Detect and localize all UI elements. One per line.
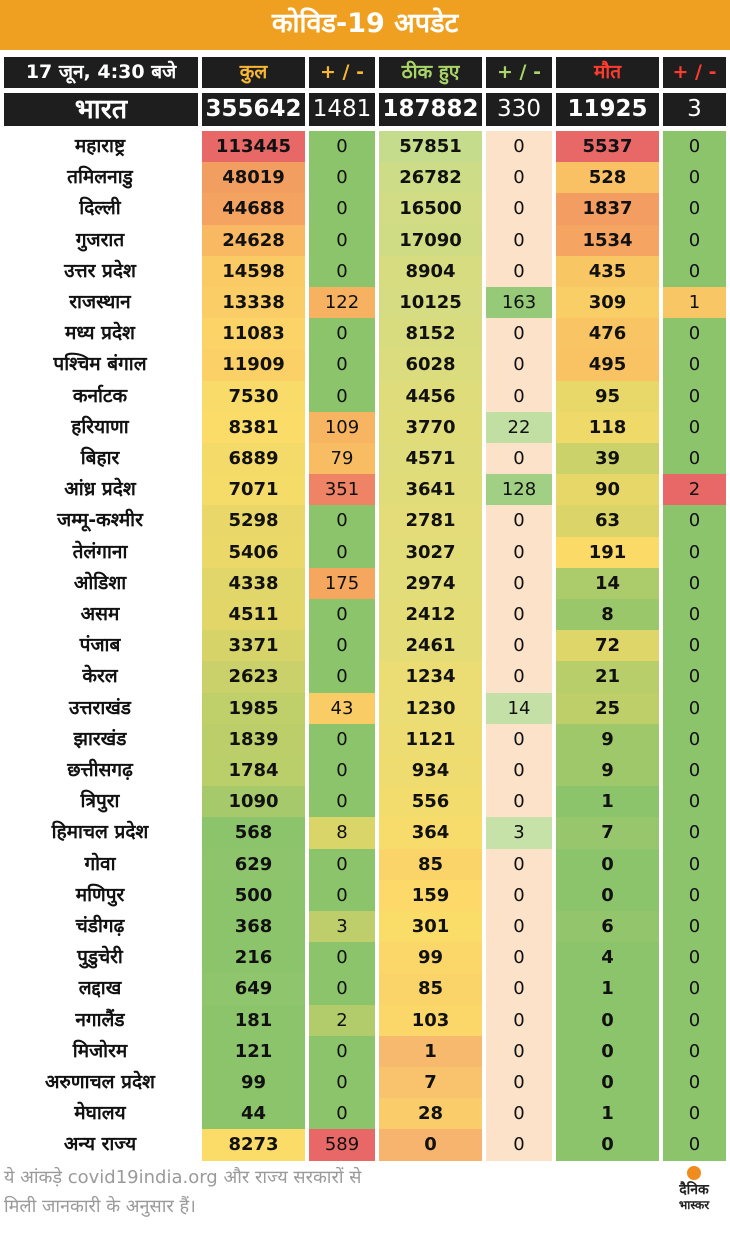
table-row [0, 349, 730, 380]
total-cell: 48019 [202, 162, 305, 193]
recovered-cell: 934 [379, 755, 482, 786]
total-delta-cell: 0 [309, 505, 375, 536]
deaths-delta-cell: 0 [663, 849, 726, 880]
table-row [0, 381, 730, 412]
deaths-cell: 0 [556, 1129, 659, 1160]
recovered-cell: 57851 [379, 131, 482, 162]
recovered-delta-cell: 0 [486, 162, 552, 193]
table-row [0, 630, 730, 661]
recovered-cell: 8904 [379, 256, 482, 287]
table-row [0, 225, 730, 256]
recovered-delta-cell: 0 [486, 537, 552, 568]
deaths-cell: 1837 [556, 193, 659, 224]
total-delta-cell: 0 [309, 973, 375, 1004]
state-name: मेघालय [0, 1098, 200, 1129]
total-delta-cell: 0 [309, 162, 375, 193]
recovered-cell: 8152 [379, 318, 482, 349]
source-note [4, 1163, 361, 1221]
recovered-cell: 28 [379, 1098, 482, 1129]
table-row [0, 942, 730, 973]
recovered-delta-cell: 22 [486, 412, 552, 443]
state-name: राजस्थान [0, 287, 200, 318]
recovered-delta-cell: 0 [486, 849, 552, 880]
recovered-cell: 364 [379, 817, 482, 848]
deaths-delta-cell: 0 [663, 256, 726, 287]
india-total-delta: 1481 [309, 93, 375, 126]
recovered-cell: 7 [379, 1067, 482, 1098]
total-cell: 7530 [202, 381, 305, 412]
deaths-delta-cell: 2 [663, 474, 726, 505]
total-delta-cell: 3 [309, 911, 375, 942]
total-cell: 11909 [202, 349, 305, 380]
deaths-delta-cell: 0 [663, 786, 726, 817]
recovered-delta-cell: 0 [486, 318, 552, 349]
deaths-delta-cell: 0 [663, 973, 726, 1004]
deaths-cell: 528 [556, 162, 659, 193]
table-row [0, 131, 730, 162]
state-name: उत्तराखंड [0, 693, 200, 724]
deaths-delta-cell: 0 [663, 1036, 726, 1067]
state-name: दिल्ली [0, 193, 200, 224]
state-name: झारखंड [0, 724, 200, 755]
recovered-cell: 1230 [379, 693, 482, 724]
table-row [0, 412, 730, 443]
recovered-delta-cell: 0 [486, 1098, 552, 1129]
recovered-cell: 1121 [379, 724, 482, 755]
total-delta-cell: 0 [309, 131, 375, 162]
state-name: पंजाब [0, 630, 200, 661]
recovered-delta-cell: 0 [486, 724, 552, 755]
recovered-cell: 99 [379, 942, 482, 973]
deaths-cell: 476 [556, 318, 659, 349]
deaths-cell: 21 [556, 661, 659, 692]
recovered-cell: 3641 [379, 474, 482, 505]
recovered-delta-cell: 0 [486, 256, 552, 287]
table-row [0, 693, 730, 724]
deaths-cell: 8 [556, 599, 659, 630]
deaths-cell: 9 [556, 755, 659, 786]
state-name: गोवा [0, 849, 200, 880]
recovered-delta-cell: 0 [486, 1036, 552, 1067]
recovered-delta-cell: 0 [486, 1067, 552, 1098]
state-name: छत्तीसगढ़ [0, 755, 200, 786]
recovered-delta-cell: 0 [486, 381, 552, 412]
state-name: असम [0, 599, 200, 630]
recovered-cell: 26782 [379, 162, 482, 193]
deaths-delta-cell: 0 [663, 1005, 726, 1036]
deaths-delta-cell: 0 [663, 630, 726, 661]
state-name: केरल [0, 661, 200, 692]
recovered-cell: 2781 [379, 505, 482, 536]
recovered-delta-cell: 0 [486, 443, 552, 474]
state-name: बिहार [0, 443, 200, 474]
recovered-delta-cell: 0 [486, 505, 552, 536]
recovered-delta-cell: 0 [486, 911, 552, 942]
total-cell: 121 [202, 1036, 305, 1067]
total-delta-cell: 0 [309, 724, 375, 755]
table-row [0, 193, 730, 224]
total-cell: 44688 [202, 193, 305, 224]
deaths-delta-cell: 0 [663, 131, 726, 162]
table-row [0, 1036, 730, 1067]
state-name: उत्तर प्रदेश [0, 256, 200, 287]
recovered-cell: 556 [379, 786, 482, 817]
deaths-delta-cell: 0 [663, 162, 726, 193]
deaths-delta-cell: 0 [663, 412, 726, 443]
total-cell: 8273 [202, 1129, 305, 1160]
deaths-cell: 25 [556, 693, 659, 724]
india-recovered-delta: 330 [486, 93, 552, 126]
table-row [0, 318, 730, 349]
total-cell: 1784 [202, 755, 305, 786]
recovered-delta-cell: 0 [486, 755, 552, 786]
table-row [0, 817, 730, 848]
total-cell: 7071 [202, 474, 305, 505]
total-cell: 24628 [202, 225, 305, 256]
deaths-cell: 95 [556, 381, 659, 412]
deaths-delta-cell: 0 [663, 381, 726, 412]
table-row [0, 256, 730, 287]
deaths-delta-cell: 0 [663, 880, 726, 911]
table-row [0, 755, 730, 786]
state-name: लद्दाख [0, 973, 200, 1004]
total-cell: 5298 [202, 505, 305, 536]
recovered-cell: 10125 [379, 287, 482, 318]
deaths-cell: 90 [556, 474, 659, 505]
india-deaths: 11925 [556, 93, 659, 126]
recovered-column-header: ठीक हुए [379, 57, 482, 88]
total-delta-cell: 0 [309, 942, 375, 973]
total-cell: 4511 [202, 599, 305, 630]
total-column-header: कुल [202, 57, 305, 88]
total-cell: 1090 [202, 786, 305, 817]
deaths-delta-cell: 0 [663, 537, 726, 568]
total-cell: 4338 [202, 568, 305, 599]
total-delta-cell: 0 [309, 786, 375, 817]
timestamp-header: 17 जून, 4:30 बजे [4, 57, 198, 88]
total-cell: 1839 [202, 724, 305, 755]
state-name: हिमाचल प्रदेश [0, 817, 200, 848]
recovered-cell: 2461 [379, 630, 482, 661]
recovered-cell: 103 [379, 1005, 482, 1036]
total-delta-cell: 175 [309, 568, 375, 599]
total-cell: 99 [202, 1067, 305, 1098]
recovered-delta-cell: 0 [486, 786, 552, 817]
deaths-cell: 1 [556, 973, 659, 1004]
recovered-cell: 3027 [379, 537, 482, 568]
recovered-cell: 85 [379, 849, 482, 880]
deaths-cell: 0 [556, 1005, 659, 1036]
total-cell: 8381 [202, 412, 305, 443]
deaths-cell: 4 [556, 942, 659, 973]
total-cell: 368 [202, 911, 305, 942]
table-row [0, 443, 730, 474]
state-name: पुडुचेरी [0, 942, 200, 973]
total-cell: 6889 [202, 443, 305, 474]
recovered-cell: 2974 [379, 568, 482, 599]
deaths-cell: 0 [556, 1067, 659, 1098]
recovered-delta-cell: 128 [486, 474, 552, 505]
deaths-cell: 309 [556, 287, 659, 318]
deaths-delta-cell: 0 [663, 724, 726, 755]
recovered-delta-cell: 0 [486, 880, 552, 911]
table-row [0, 537, 730, 568]
deaths-delta-cell: 0 [663, 911, 726, 942]
total-cell: 13338 [202, 287, 305, 318]
deaths-delta-cell: 0 [663, 443, 726, 474]
table-row [0, 661, 730, 692]
deaths-cell: 14 [556, 568, 659, 599]
source-note-line-2: मिली जानकारी के अनुसार हैं। [4, 1196, 196, 1217]
total-cell: 3371 [202, 630, 305, 661]
recovered-cell: 16500 [379, 193, 482, 224]
deaths-delta-cell: 0 [663, 942, 726, 973]
state-name: अरुणाचल प्रदेश [0, 1067, 200, 1098]
total-delta-cell: 109 [309, 412, 375, 443]
table-row [0, 786, 730, 817]
logo-line-2: भास्कर [678, 1198, 710, 1212]
total-delta-cell: 8 [309, 817, 375, 848]
india-deaths-delta: 3 [663, 93, 726, 126]
state-name: चंडीगढ़ [0, 911, 200, 942]
total-cell: 500 [202, 880, 305, 911]
total-delta-cell: 0 [309, 599, 375, 630]
table-row [0, 1005, 730, 1036]
total-delta-cell: 0 [309, 318, 375, 349]
total-delta-cell: 0 [309, 755, 375, 786]
total-delta-cell: 589 [309, 1129, 375, 1160]
recovered-delta-cell: 0 [486, 568, 552, 599]
state-name: तमिलनाडु [0, 162, 200, 193]
total-delta-column-header: + / - [309, 57, 375, 88]
total-cell: 181 [202, 1005, 305, 1036]
state-name: मणिपुर [0, 880, 200, 911]
total-delta-cell: 79 [309, 443, 375, 474]
recovered-delta-cell: 0 [486, 599, 552, 630]
total-cell: 649 [202, 973, 305, 1004]
state-name: महाराष्ट्र [0, 131, 200, 162]
table-row [0, 599, 730, 630]
total-delta-cell: 43 [309, 693, 375, 724]
india-recovered: 187882 [379, 93, 482, 126]
total-cell: 629 [202, 849, 305, 880]
deaths-delta-cell: 0 [663, 693, 726, 724]
recovered-cell: 301 [379, 911, 482, 942]
deaths-cell: 5537 [556, 131, 659, 162]
total-delta-cell: 0 [309, 630, 375, 661]
deaths-delta-cell: 0 [663, 225, 726, 256]
india-label: भारत [4, 93, 198, 126]
deaths-delta-cell: 0 [663, 1098, 726, 1129]
total-cell: 216 [202, 942, 305, 973]
recovered-delta-cell: 0 [486, 131, 552, 162]
page-title: कोविड-19 अपडेट [0, 0, 730, 50]
deaths-cell: 1 [556, 786, 659, 817]
deaths-cell: 435 [556, 256, 659, 287]
deaths-cell: 118 [556, 412, 659, 443]
deaths-cell: 191 [556, 537, 659, 568]
total-cell: 113445 [202, 131, 305, 162]
table-row [0, 287, 730, 318]
deaths-cell: 1 [556, 1098, 659, 1129]
total-delta-cell: 351 [309, 474, 375, 505]
table-row [0, 162, 730, 193]
total-delta-cell: 0 [309, 1067, 375, 1098]
total-delta-cell: 122 [309, 287, 375, 318]
recovered-delta-cell: 3 [486, 817, 552, 848]
logo-line-1: दैनिक [679, 1182, 709, 1198]
recovered-cell: 4456 [379, 381, 482, 412]
state-name: हरियाणा [0, 412, 200, 443]
total-cell: 11083 [202, 318, 305, 349]
recovered-delta-cell: 0 [486, 1129, 552, 1160]
deaths-delta-cell: 0 [663, 568, 726, 599]
deaths-delta-cell: 0 [663, 755, 726, 786]
deaths-cell: 0 [556, 1036, 659, 1067]
deaths-cell: 72 [556, 630, 659, 661]
deaths-delta-cell: 0 [663, 1067, 726, 1098]
deaths-delta-cell: 0 [663, 505, 726, 536]
deaths-delta-cell: 0 [663, 661, 726, 692]
table-row [0, 474, 730, 505]
deaths-cell: 6 [556, 911, 659, 942]
deaths-delta-cell: 0 [663, 817, 726, 848]
recovered-cell: 17090 [379, 225, 482, 256]
state-name: गुजरात [0, 225, 200, 256]
total-delta-cell: 0 [309, 225, 375, 256]
recovered-delta-cell: 0 [486, 661, 552, 692]
state-name: त्रिपुरा [0, 786, 200, 817]
table-row [0, 973, 730, 1004]
table-row [0, 849, 730, 880]
total-delta-cell: 2 [309, 1005, 375, 1036]
deaths-delta-cell: 0 [663, 193, 726, 224]
deaths-delta-cell: 0 [663, 599, 726, 630]
total-cell: 5406 [202, 537, 305, 568]
total-delta-cell: 0 [309, 537, 375, 568]
table-row [0, 568, 730, 599]
total-delta-cell: 0 [309, 349, 375, 380]
recovered-delta-cell: 0 [486, 193, 552, 224]
deaths-cell: 7 [556, 817, 659, 848]
state-name: ओडिशा [0, 568, 200, 599]
deaths-delta-cell: 0 [663, 1129, 726, 1160]
total-cell: 14598 [202, 256, 305, 287]
table-row [0, 880, 730, 911]
total-delta-cell: 0 [309, 256, 375, 287]
table-row [0, 724, 730, 755]
deaths-column-header: मौत [556, 57, 659, 88]
state-name: मध्य प्रदेश [0, 318, 200, 349]
total-delta-cell: 0 [309, 1098, 375, 1129]
deaths-cell: 9 [556, 724, 659, 755]
total-delta-cell: 0 [309, 381, 375, 412]
recovered-delta-cell: 0 [486, 942, 552, 973]
state-name: कर्नाटक [0, 381, 200, 412]
table-row [0, 1129, 730, 1160]
state-name: तेलंगाना [0, 537, 200, 568]
state-name: जम्मू-कश्मीर [0, 505, 200, 536]
recovered-cell: 1 [379, 1036, 482, 1067]
total-cell: 44 [202, 1098, 305, 1129]
india-total: 355642 [202, 93, 305, 126]
recovered-cell: 85 [379, 973, 482, 1004]
total-cell: 1985 [202, 693, 305, 724]
recovered-cell: 4571 [379, 443, 482, 474]
total-delta-cell: 0 [309, 849, 375, 880]
recovered-delta-cell: 0 [486, 973, 552, 1004]
total-cell: 568 [202, 817, 305, 848]
table-row [0, 911, 730, 942]
deaths-delta-cell: 1 [663, 287, 726, 318]
recovered-cell: 6028 [379, 349, 482, 380]
recovered-delta-cell: 0 [486, 349, 552, 380]
state-name: नगालैंड [0, 1005, 200, 1036]
recovered-cell: 159 [379, 880, 482, 911]
deaths-delta-cell: 0 [663, 318, 726, 349]
deaths-cell: 0 [556, 849, 659, 880]
recovered-cell: 2412 [379, 599, 482, 630]
deaths-cell: 1534 [556, 225, 659, 256]
recovered-cell: 3770 [379, 412, 482, 443]
table-row [0, 505, 730, 536]
total-cell: 2623 [202, 661, 305, 692]
recovered-delta-cell: 0 [486, 630, 552, 661]
dainik-bhaskar-logo [662, 1166, 726, 1213]
deaths-cell: 495 [556, 349, 659, 380]
state-name: पश्चिम बंगाल [0, 349, 200, 380]
total-delta-cell: 0 [309, 661, 375, 692]
deaths-cell: 39 [556, 443, 659, 474]
recovered-delta-cell: 163 [486, 287, 552, 318]
source-note-line-1: ये आंकड़े covid19india.org और राज्य सरकारों से [4, 1167, 362, 1188]
recovered-cell: 0 [379, 1129, 482, 1160]
table-row [0, 1067, 730, 1098]
recovered-delta-column-header: + / - [486, 57, 552, 88]
recovered-cell: 1234 [379, 661, 482, 692]
deaths-cell: 63 [556, 505, 659, 536]
table-row [0, 1098, 730, 1129]
recovered-delta-cell: 0 [486, 1005, 552, 1036]
deaths-cell: 0 [556, 880, 659, 911]
total-delta-cell: 0 [309, 1036, 375, 1067]
state-name: आंध्र प्रदेश [0, 474, 200, 505]
total-delta-cell: 0 [309, 193, 375, 224]
state-name: मिजोरम [0, 1036, 200, 1067]
state-name: अन्य राज्य [0, 1129, 200, 1160]
total-delta-cell: 0 [309, 880, 375, 911]
deaths-delta-cell: 0 [663, 349, 726, 380]
recovered-delta-cell: 14 [486, 693, 552, 724]
recovered-delta-cell: 0 [486, 225, 552, 256]
sun-icon [687, 1166, 701, 1180]
deaths-delta-column-header: + / - [663, 57, 726, 88]
